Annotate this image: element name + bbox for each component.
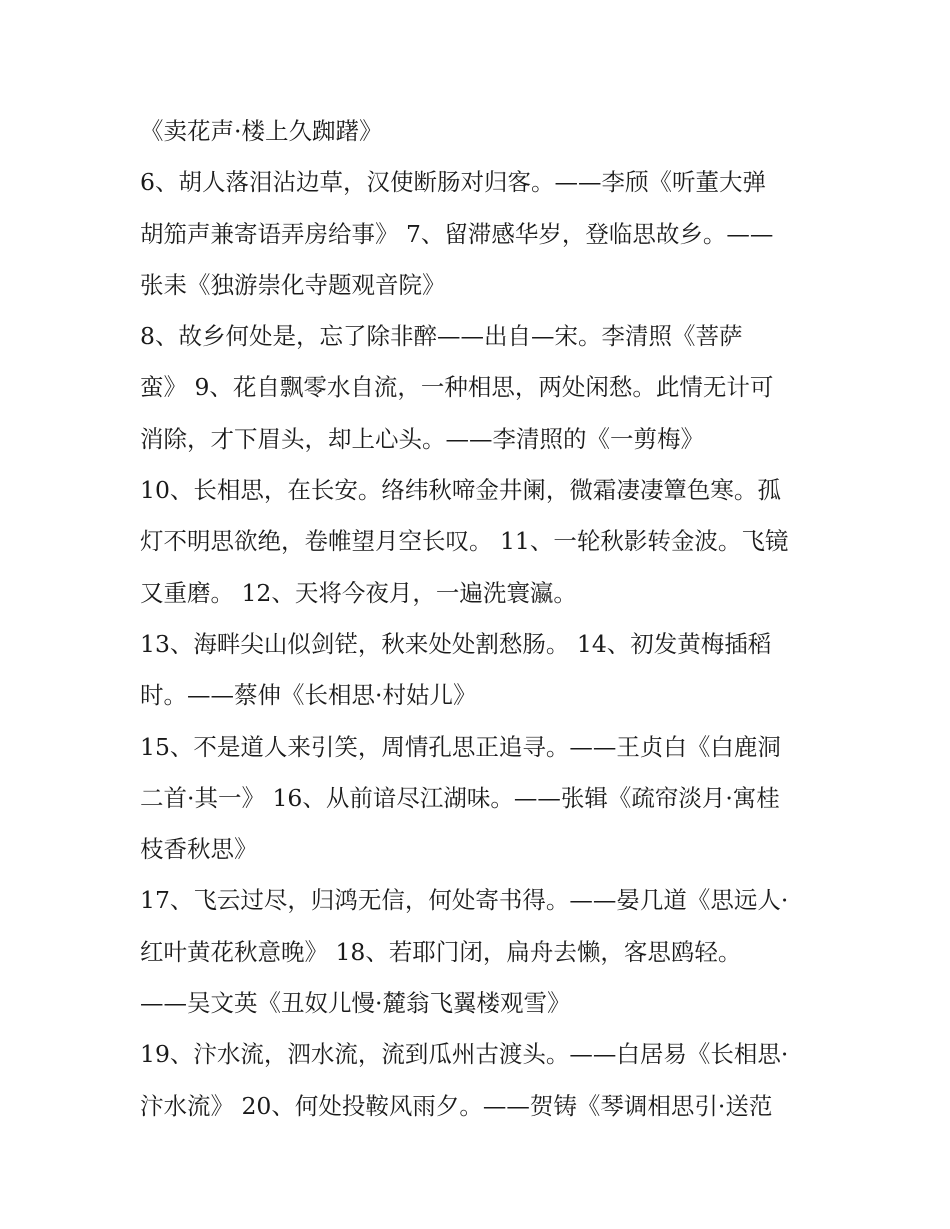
text-line: 二首·其一》 16、从前谙尽江湖味。——张辑《疏帘淡月·寓桂 (140, 783, 780, 812)
text-line: 13、海畔尖山似剑铓，秋来处处割愁肠。 14、初发黄梅插稻 (140, 629, 772, 658)
text-line: 灯不明思欲绝，卷帷望月空长叹。 11、一轮秋影转金波。飞镜 (140, 527, 789, 556)
text-line: 10、长相思，在长安。络纬秋啼金井阑，微霜凄凄簟色寒。孤 (140, 476, 781, 505)
text-line: 6、胡人落泪沾边草，汉使断肠对归客。——李颀《听董大弹 (140, 168, 766, 197)
text-line: 《卖花声·楼上久踟躇》 (140, 117, 383, 145)
text-line: 17、飞云过尽，归鸿无信，何处寄书得。——晏几道《思远人· (140, 886, 789, 915)
text-line: 时。——蔡伸《长相思·村姑儿》 (140, 681, 477, 710)
text-line: 8、故乡何处是，忘了除非醉——出自—宋。李清照《菩萨 (140, 322, 743, 351)
text-line: 汴水流》 20、何处投鞍风雨夕。——贺铸《琴调相思引·送范 (140, 1091, 773, 1120)
text-line: 张耒《独游崇化寺题观音院》 (140, 270, 446, 299)
text-line: 15、不是道人来引笑，周情孔思正追寻。——王贞白《白鹿洞 (140, 732, 781, 761)
text-line: 消除，才下眉头，却上心头。——李清照的《一剪梅》 (140, 424, 704, 453)
text-line: ——吴文英《丑奴儿慢·麓翁飞翼楼观雪》 (140, 989, 571, 1018)
poem-quotes-text (140, 106, 820, 1132)
text-line: 19、汴水流，泗水流，流到瓜州古渡头。——白居易《长相思· (140, 1040, 789, 1069)
text-line: 又重磨。 12、天将今夜月，一遍洗寰瀛。 (140, 578, 577, 607)
text-line: 蛮》 9、花自飘零水自流，一种相思，两处闲愁。此情无计可 (140, 373, 774, 402)
text-line: 枝香秋思》 (140, 835, 258, 864)
text-line: 胡笳声兼寄语弄房给事》 7、留滞感华岁，登临思故乡。—— (140, 219, 774, 248)
text-line: 红叶黄花秋意晚》 18、若耶门闭，扁舟去懒，客思鸥轻。 (140, 937, 742, 966)
